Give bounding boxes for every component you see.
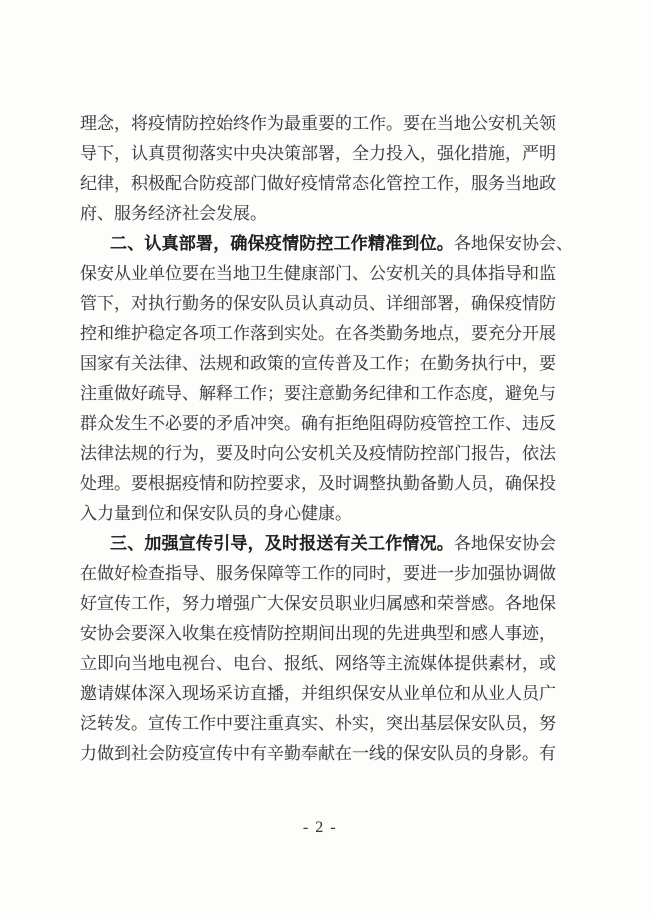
text-line — [80, 619, 580, 649]
body-text: 各地保安协会 — [454, 534, 556, 553]
body-text: 注重做好疏导、解释工作；要注意勤务纪律和工作态度，避免与 — [80, 384, 556, 403]
body-text: 好宣传工作，努力增强广大保安员职业归属感和荣誉感。各地保 — [80, 594, 556, 613]
text-line — [80, 289, 580, 319]
body-text: 控和维护稳定各项工作落到实处。在各类勤务地点，要充分开展 — [80, 324, 556, 343]
body-text: 法律法规的行为，要及时向公安机关及疫情防控部门报告，依法 — [80, 444, 556, 463]
page-number: - 2 - — [302, 819, 338, 836]
text-line — [80, 169, 580, 199]
text-line — [80, 589, 580, 619]
text-line — [80, 109, 580, 139]
body-text: 立即向当地电视台、电台、报纸、网络等主流媒体提供素材，或 — [80, 654, 556, 673]
paragraph — [80, 229, 580, 529]
text-line — [80, 349, 580, 379]
text-line — [80, 139, 580, 169]
text-line — [80, 709, 580, 739]
body-text: 力做到社会防疫宣传中有辛勤奉献在一线的保安队员的身影。有 — [80, 744, 556, 763]
body-text: 入力量到位和保安队员的身心健康。 — [80, 504, 352, 523]
body-text: 泛转发。宣传工作中要注重真实、朴实，突出基层保安队员，努 — [80, 714, 556, 733]
text-line — [80, 439, 580, 469]
text-line — [80, 739, 580, 769]
document-body — [80, 109, 580, 769]
body-text: 邀请媒体深入现场采访直播，并组织保安从业单位和从业人员广 — [80, 684, 556, 703]
body-text: 国家有关法律、法规和政策的宣传普及工作；在勤务执行中，要 — [80, 354, 556, 373]
text-line — [80, 229, 580, 259]
text-line — [80, 319, 580, 349]
body-text: 处理。要根据疫情和防控要求，及时调整执勤备勤人员，确保投 — [80, 474, 556, 493]
text-line — [80, 499, 580, 529]
text-line — [80, 529, 580, 559]
text-line — [80, 259, 580, 289]
section-heading: 二、认真部署，确保疫情防控工作精准到位。 — [110, 234, 454, 253]
body-text: 群众发生不必要的矛盾冲突。确有拒绝阻碍防疫管控工作、违反 — [80, 414, 556, 433]
paragraph — [80, 109, 580, 229]
text-line — [80, 199, 580, 229]
body-text: 各地保安协会、 — [454, 234, 573, 253]
body-text: 理念，将疫情防控始终作为最重要的工作。要在当地公安机关领 — [80, 114, 556, 133]
body-text: 府、服务经济社会发展。 — [80, 204, 267, 223]
paragraph — [80, 529, 580, 769]
text-line — [80, 379, 580, 409]
text-line — [80, 409, 580, 439]
text-line — [80, 559, 580, 589]
body-text: 导下，认真贯彻落实中央决策部署，全力投入，强化措施，严明 — [80, 144, 556, 163]
body-text: 在做好检查指导、服务保障等工作的同时，要进一步加强协调做 — [80, 564, 556, 583]
text-line — [80, 679, 580, 709]
text-line — [80, 649, 580, 679]
text-line — [80, 469, 580, 499]
body-text: 纪律，积极配合防疫部门做好疫情常态化管控工作，服务当地政 — [80, 174, 556, 193]
section-heading: 三、加强宣传引导，及时报送有关工作情况。 — [110, 534, 454, 553]
body-text: 管下，对执行勤务的保安队员认真动员、详细部署，确保疫情防 — [80, 294, 556, 313]
body-text: 安协会要深入收集在疫情防控期间出现的先进典型和感人事迹， — [80, 624, 556, 643]
body-text: 保安从业单位要在当地卫生健康部门、公安机关的具体指导和监 — [80, 264, 556, 283]
